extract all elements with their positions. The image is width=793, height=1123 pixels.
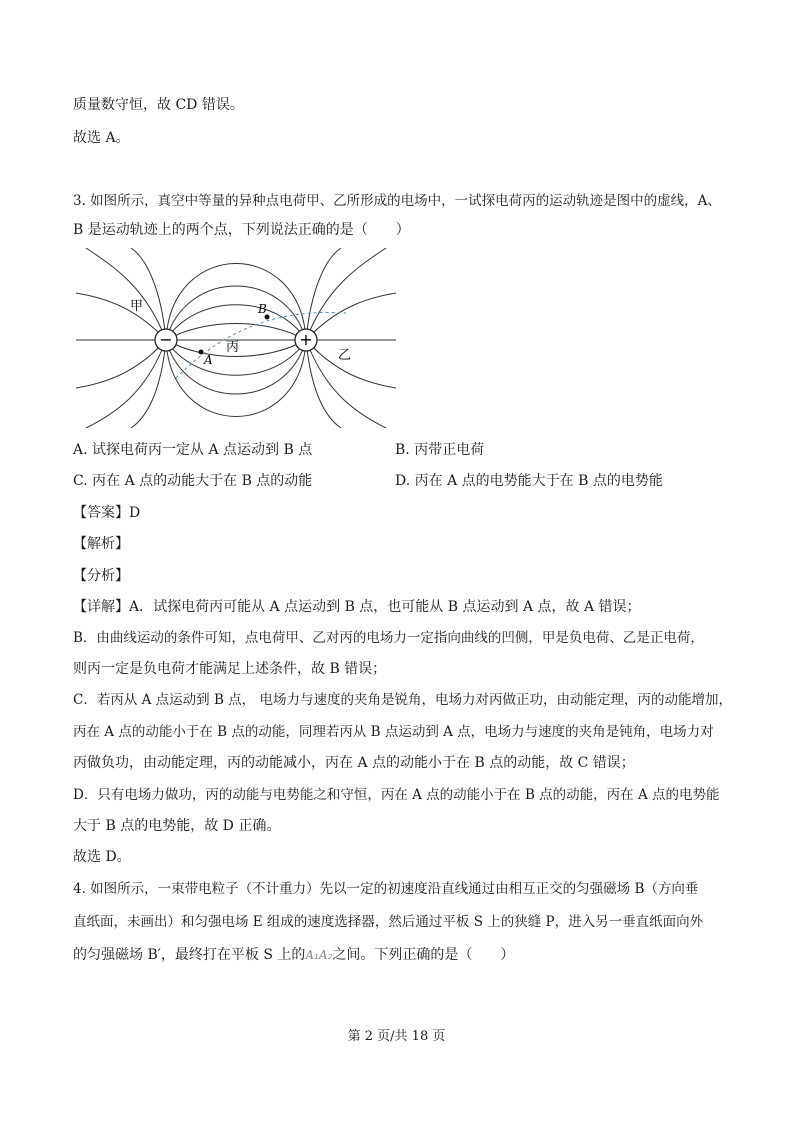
q4-stem-1: 4. 如图所示，一束带电粒子（不计重力）先以一定的初速度沿直线通过由相互正交的匀强磁场 B（方向垂 bbox=[73, 881, 699, 897]
label-a: A bbox=[204, 353, 213, 367]
analysis-label: 【解析】 bbox=[73, 536, 129, 552]
conclusion: 故选 D。 bbox=[73, 849, 131, 865]
detail-line-1: 【详解】A．试探电荷丙可能从 A 点运动到 B 点，也可能从 B 点运动到 A 点，故 A 错误； bbox=[73, 599, 641, 615]
option-c: C. 丙在 A 点的动能大于在 B 点的动能 bbox=[73, 473, 313, 489]
label-b: B bbox=[258, 302, 267, 316]
q3-stem-2: B 是运动轨迹上的两个点，下列说法正确的是（ ） bbox=[73, 222, 410, 238]
detail-line-8: 大于 B 点的电势能，故 D 正确。 bbox=[73, 818, 281, 834]
detail-line-4: C．若丙从 A 点运动到 B 点， 电场力与速度的夹角是锐角，电场力对丙做正功，由动能定理，丙的动能增加， bbox=[73, 692, 732, 708]
label-yi: 乙 bbox=[338, 348, 352, 363]
q4-stem-2: 直纸面，未画出）和匀强电场 E 组成的速度选择器，然后通过平板 S 上的狭缝 P，进入另一垂直纸面向外 bbox=[73, 914, 704, 930]
plus-sign: + bbox=[299, 330, 313, 349]
page-footer: 第 2 页/共 18 页 bbox=[347, 1029, 446, 1044]
q4-stem-3b: 之间。下列正确的是（ ） bbox=[332, 947, 515, 963]
fenxi-label: 【分析】 bbox=[73, 568, 129, 584]
q4-stem-3a: 的匀强磁场 B′，最终打在平板 S 上的 bbox=[73, 947, 306, 963]
detail-line-6: 丙做负功，由动能定理，丙的动能减小，丙在 A 点的动能小于在 B 点的动能，故 C 错误； bbox=[73, 755, 635, 771]
q3-stem-1: 3. 如图所示，真空中等量的异种点电荷甲、乙所形成的电场中，一试探电荷丙的运动轨迹是图中的虚线，A、 bbox=[73, 193, 721, 209]
detail-line-5: 丙在 A 点的动能小于在 B 点的动能，同理若丙从 B 点运动到 A 点，电场力与速度的夹角是钝角，电场力对 bbox=[73, 724, 714, 740]
prev-line-1: 质量数守恒，故 CD 错误。 bbox=[73, 97, 244, 113]
option-a: A. 试探电荷丙一定从 A 点运动到 B 点 bbox=[73, 442, 313, 458]
option-b: B. 丙带正电荷 bbox=[395, 442, 485, 458]
detail-line-7: D．只有电场力做功，丙的动能与电势能之和守恒，丙在 A 点的动能小于在 B 点的动能，丙在 A 点的电势能 bbox=[73, 787, 720, 803]
q4-stem-3 bbox=[73, 945, 514, 965]
prev-line-2: 故选 A。 bbox=[73, 130, 130, 146]
electric-field-figure bbox=[76, 248, 396, 428]
option-d: D. 丙在 A 点的电势能大于在 B 点的电势能 bbox=[395, 473, 663, 489]
label-jia: 甲 bbox=[130, 299, 144, 314]
minus-sign: − bbox=[159, 330, 173, 349]
detail-line-2: B．由曲线运动的条件可知，点电荷甲、乙对丙的电场力一定指向曲线的凹侧，甲是负电荷、乙是正电荷， bbox=[73, 630, 704, 646]
a1a2-symbol: A₁A₂ bbox=[305, 948, 333, 962]
detail-line-3: 则丙一定是负电荷才能满足上述条件，故 B 错误； bbox=[73, 661, 387, 677]
label-bing: 丙 bbox=[226, 340, 240, 355]
answer-label: 【答案】D bbox=[73, 505, 141, 521]
